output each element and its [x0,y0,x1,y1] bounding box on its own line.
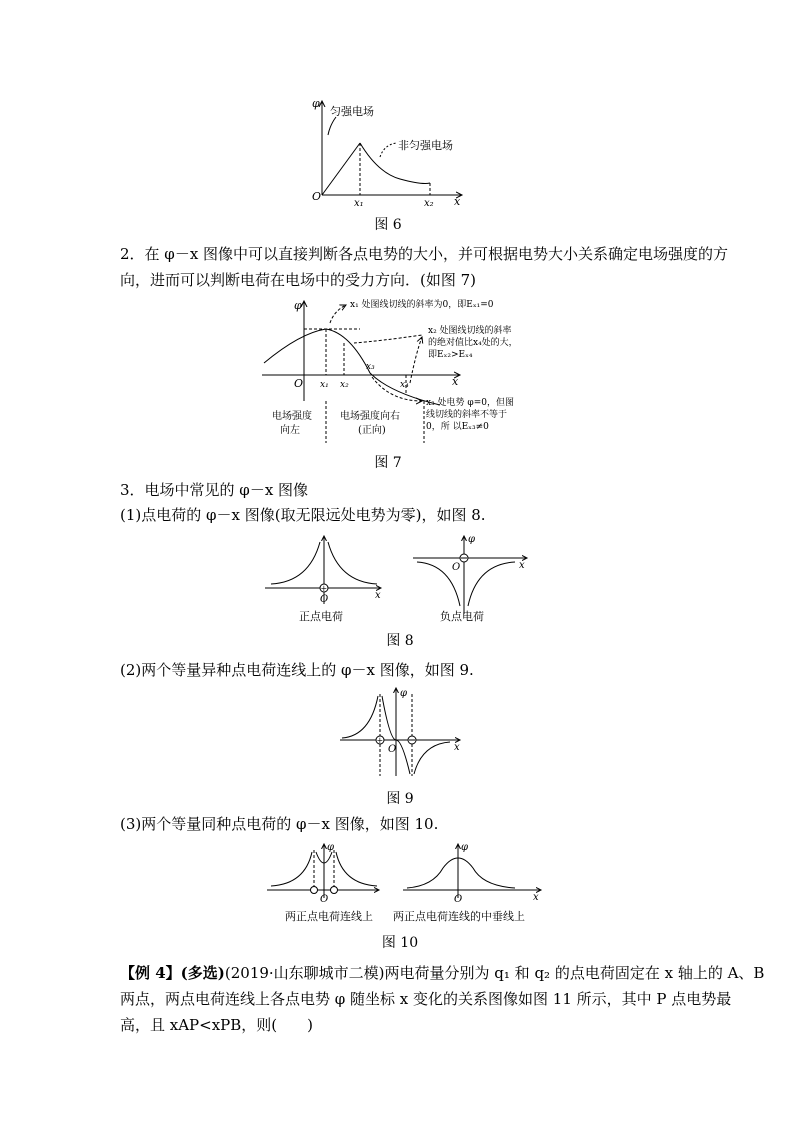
fig10-right-curve [407,858,515,888]
fig7-tick-x4: x₄ [400,380,409,390]
fig8-origin-left: O [320,594,329,605]
fig6-uniform-line [322,143,360,195]
fig6-tick-x2: x₂ [424,198,434,207]
fig8-label-positive: 正点电荷 [299,610,343,623]
fig8-positive-curve-right [328,542,377,584]
para-3-heading: 3．电场中常见的 φ－x 图像 [120,481,309,499]
fig9-axis-y: φ [400,688,408,699]
fig10-left-curve-outer-left [271,852,312,886]
fig7-region-left-b: 向左 [280,425,300,436]
fig7-tick-x2: x₂ [340,380,349,390]
fig7-region-left-a: 电场强度 [272,411,312,422]
fig10-caption: 图 10 [381,935,419,951]
example-4-tag: 【例 4】 [120,964,181,982]
figure-8 [265,532,535,624]
fig8-positive-curve-left [271,542,320,584]
fig9-curve-right [414,742,450,774]
example-4-line-1-text: (2019·山东聊城市二模)两电荷量分别为 q₁ 和 q₂ 的点电荷固定在 x 轴上的 A、B [224,964,765,982]
para-5-item-3: (3)两个等量同种点电荷的 φ－x 图像，如图 10. [120,815,439,833]
fig6-label-nonuniform: 非匀强电场 [398,139,453,152]
para-4-item-2: (2)两个等量异种点电荷连线上的 φ－x 图像，如图 9. [120,661,474,679]
fig10-label-left: 两正点电荷连线上 [285,910,373,923]
fig7-region-right-a: 电场强度向右 [340,411,400,422]
fig7-origin: O [294,377,304,390]
fig9-caption: 图 9 [386,791,414,807]
fig7-note-2a: x₂ 处图线切线的斜率 [428,326,512,336]
fig6-label-uniform: 匀强电场 [330,105,374,118]
example-4-line-2: 两点，两点电荷连线上各点电势 φ 随坐标 x 变化的关系图像如图 11 所示，其中 P 点电势最 [120,990,732,1008]
fig9-axis-x: x [454,742,460,753]
fig10-axis-y-right: φ [461,842,469,853]
figure-9 [340,686,464,780]
svg-text:+: + [320,584,328,593]
fig10-left-charge-2-icon [331,887,338,894]
fig8-negative-curve-right [468,562,515,606]
fig8-caption: 图 8 [386,633,414,649]
fig7-axis-y: φ [294,299,302,312]
fig6-axis-x: x [454,195,461,207]
fig6-caption: 图 6 [374,217,402,233]
fig8-axis-y-right: φ [468,534,476,545]
fig7-caption: 图 7 [374,455,402,471]
fig6-tick-x1: x₁ [354,198,364,207]
fig7-note-2b: 的绝对值比x₄处的大， [428,338,518,348]
fig8-origin-right: O [452,562,461,573]
fig8-axis-x-left: x [375,590,381,601]
example-4-line-1 [120,960,765,986]
para-3-item-1: (1)点电荷的 φ－x 图像(取无限远处电势为零)，如图 8. [120,506,486,524]
fig7-note-3a: x₃ 处电势 φ=0，但图 [426,398,514,408]
fig7-region-right-b: (正向) [358,425,386,436]
fig10-label-right: 两正点电荷连线的中垂线上 [393,910,525,923]
example-4-multi: (多选) [180,964,225,982]
figure-7 [260,293,550,445]
fig10-axis-x-right: x [533,892,539,903]
svg-text:+: + [376,736,384,745]
fig9-curve-left [342,696,378,738]
figure-6 [300,95,470,207]
fig9-origin: O [388,744,397,755]
fig10-left-charge-1-icon [311,887,318,894]
fig7-tick-x1: x₁ [320,380,329,390]
fig6-origin: O [312,190,322,203]
fig7-axis-x: x [452,375,459,388]
para-2-line-1: 2．在 φ－x 图像中可以直接判断各点电势的大小，并可根据电势大小关系确定电场强度的方 [120,245,729,263]
fig10-left-curve-outer-right [336,852,377,886]
fig7-note-2c: 即Eₓ₂>Eₓ₄ [428,350,473,360]
example-4-line-3: 高，且 xAP<xPB，则( ) [120,1016,314,1034]
fig7-note-3c: 0，所 以Eₓ₃≠0 [426,422,489,432]
fig8-label-negative: 负点电荷 [440,610,484,623]
fig10-axis-y-left: φ [327,842,335,853]
fig7-note-3b: 线切线的斜率不等于 [426,410,508,420]
fig7-tick-x3: x₃ [366,362,375,372]
fig10-origin-right: O [454,894,463,905]
fig10-origin-left: O [320,894,329,905]
fig7-note-1: x₁ 处图线切线的斜率为0，即Eₓ₁=0 [350,300,494,310]
fig6-axis-y: φ [312,97,320,110]
para-2-line-2: 向，进而可以判断电荷在电场中的受力方向．(如图 7) [120,271,477,289]
figure-10 [265,840,545,926]
fig8-axis-x-right: x [519,560,525,571]
